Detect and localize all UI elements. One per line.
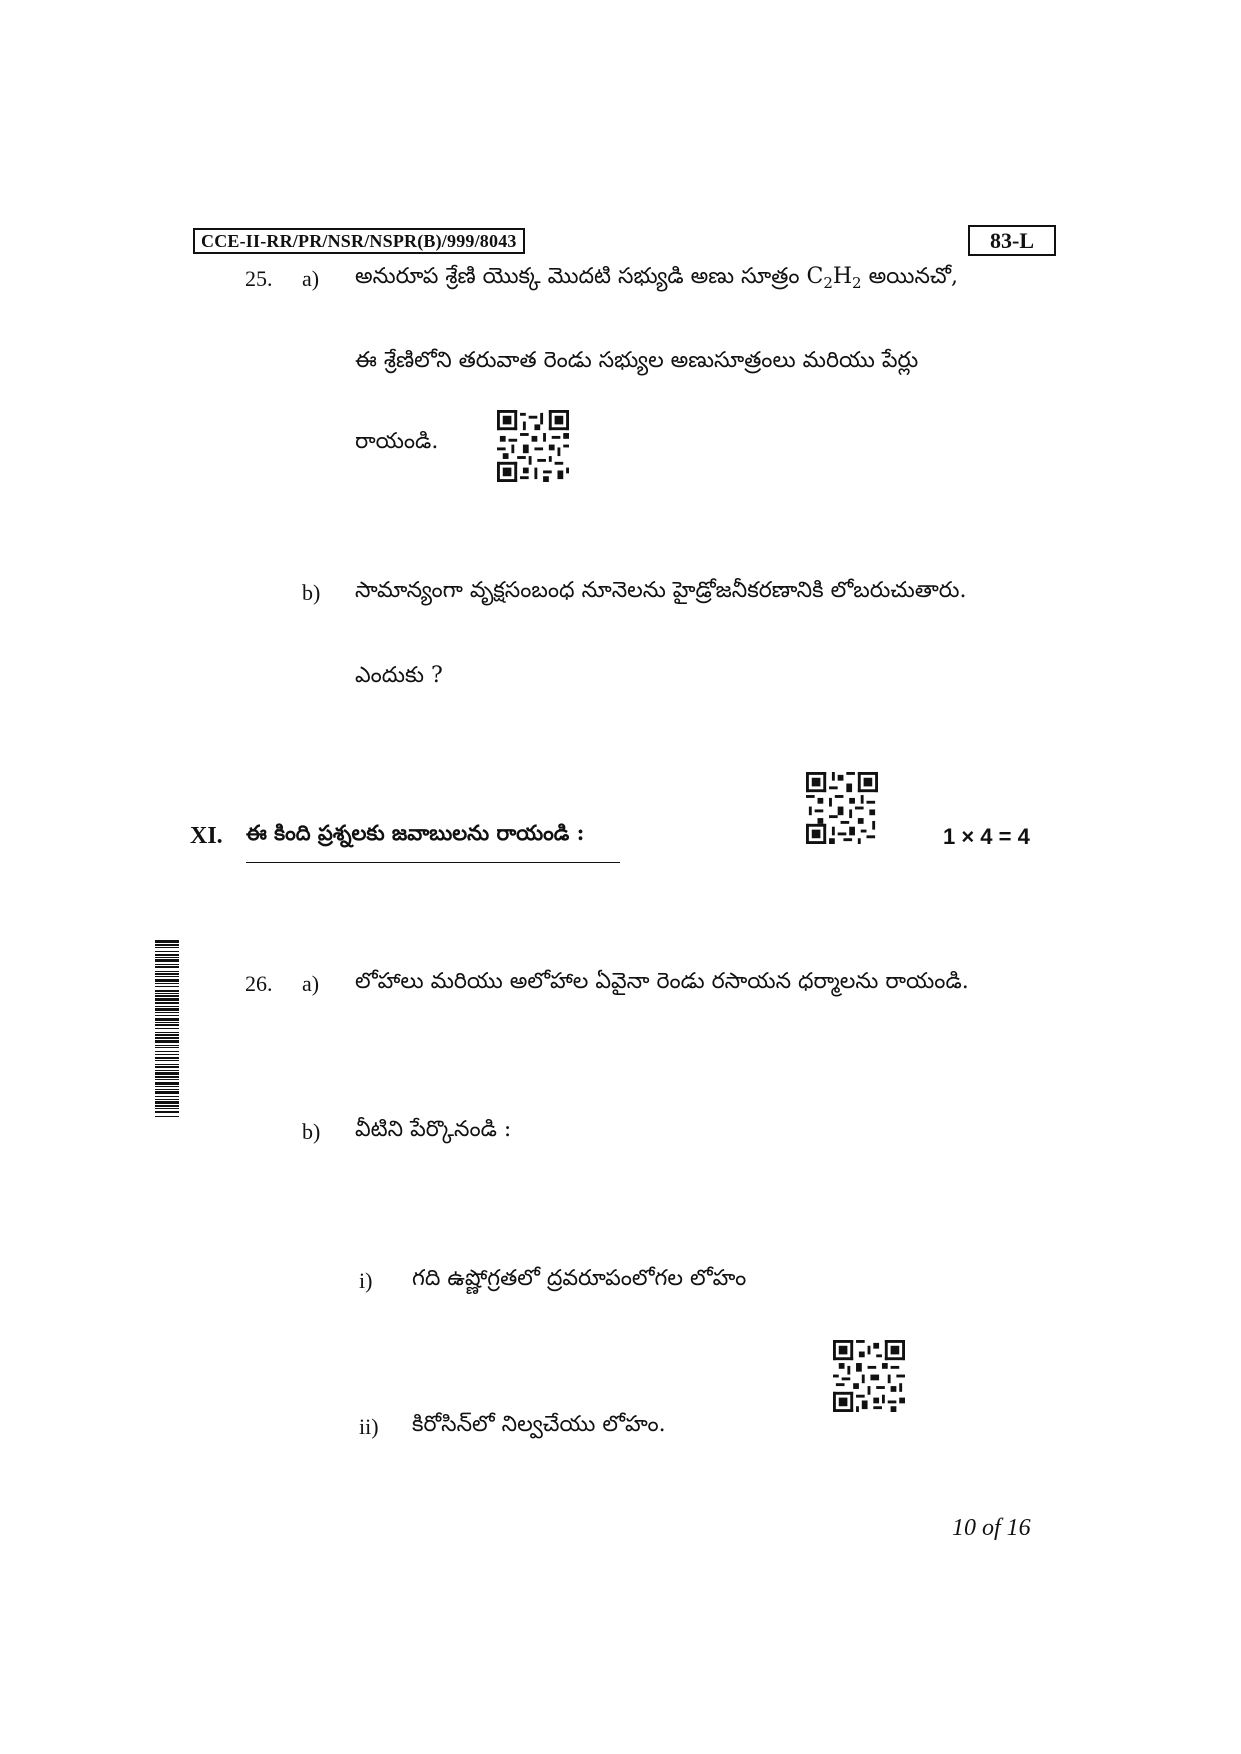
section-title-underline xyxy=(246,862,620,863)
barcode-bar xyxy=(155,1047,179,1048)
barcode-bar xyxy=(155,1072,179,1075)
q25-a-label: a) xyxy=(302,266,320,291)
barcode-bar xyxy=(155,1008,179,1011)
barcode-bar xyxy=(155,979,179,982)
barcode-bar xyxy=(155,983,179,984)
barcode-bar xyxy=(155,990,179,992)
barcode-bar xyxy=(155,1076,179,1078)
q25-b-line2: ఎందుకు ? xyxy=(355,663,443,688)
barcode-bar xyxy=(155,1034,179,1036)
section-number: XI. xyxy=(190,823,223,849)
q26-i-label: i) xyxy=(359,1268,373,1293)
barcode-bar xyxy=(155,954,179,956)
q25-b-label: b) xyxy=(302,580,321,605)
paper-code: 83-L xyxy=(968,225,1056,256)
barcode-bar xyxy=(155,998,179,1001)
barcode-bar xyxy=(155,1066,179,1068)
barcode-bar xyxy=(155,1064,179,1065)
barcode-bar xyxy=(155,951,179,952)
q26-b-text: వీటిని పేర్కొనండి : xyxy=(355,1117,512,1142)
barcode-bar xyxy=(155,971,179,972)
barcode-bar xyxy=(155,1015,179,1016)
qr-code-q26b xyxy=(833,1340,905,1412)
barcode-bar xyxy=(155,1057,179,1059)
q25-a-line2: ఈ శ్రేణిలోని తరువాత రెండు సభ్యుల అణుసూత్రంలు మరియు పేర్లు xyxy=(355,348,919,373)
barcode-bar xyxy=(155,1002,179,1004)
qr-code-q25a xyxy=(497,410,569,482)
q26-b-label: b) xyxy=(302,1119,321,1144)
question-number-26: 26. xyxy=(245,971,273,996)
barcode-bar xyxy=(155,1116,179,1117)
barcode-bar xyxy=(155,964,179,965)
question-number-25: 25. xyxy=(245,266,273,291)
barcode-bar xyxy=(155,1070,179,1071)
q25-a-line3: రాయండి. xyxy=(355,429,439,454)
barcode-bar xyxy=(155,1096,179,1097)
q25-b-line1: సామాన్యంగా వృక్షసంబంధ నూనెలను హైడ్రోజనీకరణానికి లోబరుచుతారు. xyxy=(355,578,967,603)
barcode-bar xyxy=(155,947,179,948)
barcode-bar xyxy=(155,1018,179,1021)
q26-a-text: లోహాలు మరియు అలోహాల ఏవైనా రెండు రసాయన ధర్మాలను రాయండి. xyxy=(355,969,969,994)
q26-ii-text: కిరోసిన్‌లో నిల్వచేయు లోహం. xyxy=(412,1412,666,1437)
barcode-bar xyxy=(155,993,179,994)
barcode xyxy=(155,940,179,1330)
q26-i-text: గది ఉష్ణోగ్రతలో ద్రవరూపంలోగల లోహం xyxy=(412,1266,747,1291)
barcode-bar xyxy=(155,1012,179,1013)
qr-code-section-xi xyxy=(806,772,878,844)
barcode-bar xyxy=(155,1051,179,1052)
barcode-bar xyxy=(155,1079,179,1080)
barcode-bar xyxy=(155,995,179,997)
barcode-bar xyxy=(155,1024,179,1026)
barcode-bar xyxy=(155,1037,179,1039)
barcode-bar xyxy=(155,1091,179,1094)
barcode-bar xyxy=(155,1086,179,1087)
barcode-bar xyxy=(155,959,179,962)
barcode-bar xyxy=(155,966,179,968)
barcode-bar xyxy=(155,976,179,977)
barcode-bar xyxy=(155,1089,179,1090)
q26-ii-label: ii) xyxy=(359,1414,379,1439)
barcode-bar xyxy=(155,1006,179,1007)
barcode-bar xyxy=(155,1060,179,1061)
exam-code: CCE-II-RR/PR/NSR/NSPR(B)/999/8043 xyxy=(193,228,525,254)
barcode-bar xyxy=(155,1105,179,1107)
section-marks: 1 × 4 = 4 xyxy=(943,824,1030,849)
barcode-bar xyxy=(155,1022,179,1023)
section-title: ఈ కింది ప్రశ్నలకు జవాబులను రాయండి : xyxy=(246,820,585,845)
barcode-bar xyxy=(155,1028,179,1029)
page-number: 10 of 16 xyxy=(952,1515,1031,1541)
q25-a-line1: అనురూప శ్రేణి యొక్క మొదటి సభ్యుడి అణు సూత్రం $C_2H_2$ అయినచో, xyxy=(355,264,959,292)
barcode-bar xyxy=(155,1045,179,1046)
barcode-bar xyxy=(155,1054,179,1055)
barcode-bar xyxy=(155,1082,179,1085)
barcode-bar xyxy=(155,940,179,943)
barcode-bar xyxy=(155,1101,179,1104)
barcode-bar xyxy=(155,944,179,946)
barcode-bar xyxy=(155,973,179,975)
barcode-bar xyxy=(155,1108,179,1109)
barcode-bar xyxy=(155,957,179,958)
barcode-bar xyxy=(155,1099,179,1100)
q26-a-label: a) xyxy=(302,971,320,996)
barcode-bar xyxy=(155,986,179,987)
barcode-bar xyxy=(155,1111,179,1113)
barcode-bar xyxy=(155,1040,179,1043)
barcode-bar xyxy=(155,1032,179,1033)
